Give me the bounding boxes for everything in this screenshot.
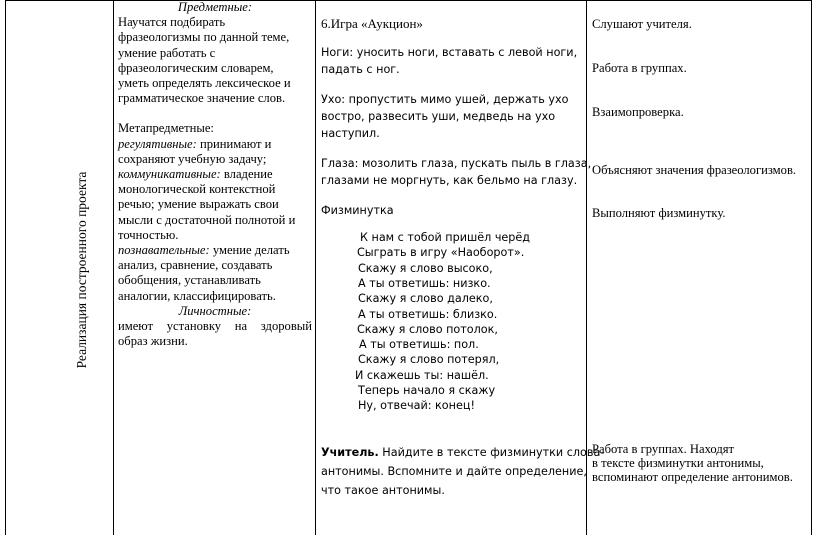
- poem-line: А ты ответишь: низко.: [358, 276, 491, 290]
- subject-line: грамматическое значение слов.: [118, 91, 286, 106]
- game-title: 6.Игра «Аукцион»: [321, 16, 423, 31]
- task-line: [321, 444, 604, 461]
- subject-line: фразеологическим словарем,: [118, 60, 274, 75]
- ear-line: наступил.: [321, 127, 380, 140]
- task-line: что такое антонимы.: [321, 484, 445, 497]
- regulatory-line: [118, 137, 312, 152]
- eyes-line: Глаза: мозолить глаза, пускать пыль в глаза,: [321, 157, 592, 170]
- student-activity: Слушают учителя.: [592, 17, 692, 31]
- cognitive-label: познавательные:: [118, 243, 210, 258]
- table-border-left: [5, 0, 6, 535]
- poem-line: И скажешь ты: нашёл.: [355, 368, 489, 382]
- student-activity: Взаимопроверка.: [592, 105, 684, 119]
- subject-line: уметь определять лексическое и: [118, 76, 291, 91]
- communicative-line: [118, 167, 312, 182]
- table-border-right: [811, 0, 812, 535]
- poem-line: Скажу я слово высоко,: [358, 261, 493, 275]
- column-divider-1: [113, 0, 114, 535]
- communicative-line: речью; умение выражать свои: [118, 197, 279, 212]
- cognitive-line: [118, 243, 312, 258]
- communicative-text: владение: [220, 167, 273, 182]
- task-label: Учитель.: [321, 446, 379, 459]
- student-activity: вспоминают определение антонимов.: [592, 470, 793, 484]
- poem-line: Скажу я слово далеко,: [358, 292, 493, 306]
- personal-line: образ жизни.: [118, 334, 188, 349]
- cognitive-line: анализ, сравнение, создавать: [118, 258, 273, 273]
- subject-line: Научатся подбирать: [118, 15, 226, 30]
- student-activity: Работа в группах.: [592, 61, 687, 75]
- legs-line: Ноги: уносить ноги, вставать с левой ноги,: [321, 46, 578, 59]
- communicative-line: мысли с достаточной полнотой и: [118, 212, 296, 227]
- poem-line: Скажу я слово потерял,: [358, 353, 500, 367]
- student-activity: Объясняют значения фразеологизмов.: [592, 163, 797, 177]
- poem-line: К нам с тобой пришёл черёд: [360, 231, 531, 244]
- poem-line: Ну, отвечай: конец!: [358, 399, 475, 413]
- cognitive-line: обобщения, устанавливать: [118, 273, 261, 288]
- student-activity: в тексте физминутки антонимы,: [592, 456, 764, 470]
- personal-heading: Личностные:: [178, 303, 252, 318]
- task-text: Найдите в тексте физминутки слова-: [378, 446, 605, 459]
- ear-line: востро, развесить уши, медведь на ухо: [321, 110, 556, 123]
- communicative-line: монологической контекстной: [118, 182, 276, 197]
- student-activity: Выполняют физминутку.: [592, 206, 726, 220]
- poem-line: А ты ответишь: пол.: [359, 338, 479, 352]
- poem-line: Скажу я слово потолок,: [357, 322, 498, 336]
- stage-label: Реализация построенного проекта: [74, 171, 89, 369]
- poem-line: Теперь начало я скажу: [358, 384, 496, 397]
- ear-line: Ухо: пропустить мимо ушей, держать ухо: [321, 93, 569, 106]
- cognitive-line: аналогии, классифицировать.: [118, 288, 276, 303]
- regulatory-label: регулятивные:: [118, 136, 197, 151]
- subject-line: умение работать с: [118, 45, 216, 60]
- regulatory-line: сохраняют учебную задачу;: [118, 151, 267, 166]
- legs-line: падать с ног.: [321, 63, 400, 76]
- student-activity: Работа в группах. Находят: [592, 442, 735, 456]
- subject-heading: Предметные:: [177, 0, 253, 14]
- personal-line: имеют установку на здоровый: [118, 319, 312, 334]
- column-divider-2: [315, 0, 316, 535]
- communicative-label: коммуникативные:: [118, 167, 221, 182]
- communicative-line: точностью.: [118, 227, 179, 242]
- meta-heading: Метапредметные:: [118, 121, 214, 136]
- fizminutka-heading: Физминутка: [321, 204, 394, 217]
- stage-cell: [52, 0, 112, 535]
- competencies-cell: [118, 0, 312, 349]
- task-line: антонимы. Вспомните и дайте определение,: [321, 465, 587, 478]
- subject-line: фразеологизмы по данной теме,: [118, 30, 290, 45]
- poem-line: Сыграть в игру «Наоборот».: [357, 246, 525, 260]
- regulatory-text: принимают и: [196, 136, 272, 151]
- eyes-line: глазами не моргнуть, как бельмо на глазу.: [321, 174, 578, 187]
- cognitive-text: умение делать: [209, 243, 290, 258]
- poem-line: А ты ответишь: близко.: [358, 307, 498, 321]
